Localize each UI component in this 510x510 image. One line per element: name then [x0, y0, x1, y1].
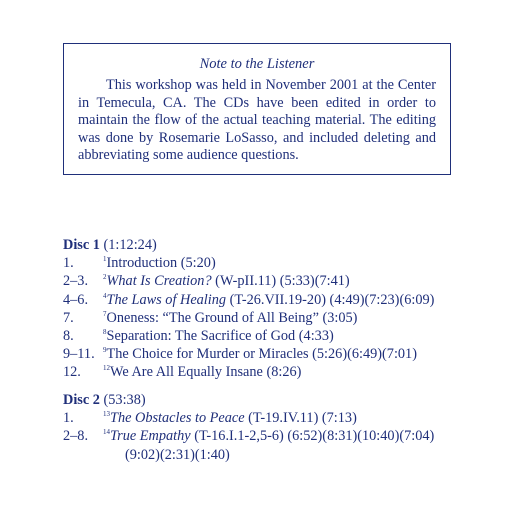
note-box — [63, 43, 451, 175]
track-number: 2–3. — [63, 273, 89, 290]
track-row — [63, 272, 493, 290]
track-row — [63, 427, 493, 445]
track-number: 4–6. — [63, 291, 89, 308]
track-row — [63, 291, 493, 309]
track-row — [63, 409, 493, 427]
track-row-continuation — [63, 446, 493, 464]
track-row — [63, 345, 493, 363]
track-number: 7. — [63, 309, 74, 326]
track-title: What Is Creation? — [106, 273, 212, 290]
track-title: True Empathy — [110, 428, 191, 445]
disc-2-name: Disc 2 — [63, 392, 100, 408]
track-footnote: 14 — [103, 428, 110, 437]
disc-2-heading — [63, 391, 493, 409]
track-details: (T-19.IV.11) (7:13) — [244, 410, 357, 427]
track-number: 8. — [63, 328, 74, 345]
disc-2-duration: (53:38) — [103, 392, 146, 408]
track-number: 2–8. — [63, 428, 89, 445]
track-details: (T-16.I.1-2,5-6) (6:52)(8:31)(10:40)(7:04) — [190, 428, 435, 445]
track-row — [63, 254, 493, 272]
track-title: Separation: The Sacrifice of God — [106, 328, 296, 345]
track-details: (3:05) — [318, 309, 358, 326]
track-number: 1. — [63, 410, 74, 427]
track-footnote: 13 — [103, 410, 110, 419]
track-footnote: 4 — [103, 291, 107, 300]
track-footnote: 9 — [103, 346, 107, 355]
track-row — [63, 309, 493, 327]
track-title: The Obstacles to Peace — [110, 410, 245, 427]
track-number: 1. — [63, 255, 74, 272]
disc-2-track-list — [63, 391, 493, 464]
track-footnote: 8 — [103, 328, 107, 337]
track-footnote: 12 — [103, 364, 110, 373]
track-footnote: 2 — [103, 273, 107, 282]
note-title: Note to the Listener — [199, 56, 315, 72]
track-title: Introduction — [106, 255, 178, 272]
track-number: 12. — [63, 364, 81, 381]
track-title: The Choice for Murder or Miracles — [106, 346, 309, 363]
track-title: Oneness: “The Ground of All Being” — [106, 309, 319, 326]
track-details: (T-26.VII.19-20) (4:49)(7:23)(6:09) — [226, 291, 435, 308]
disc-1-heading — [63, 236, 493, 254]
track-details: (8:26) — [262, 364, 302, 381]
track-details-continued: (9:02)(2:31)(1:40) — [125, 446, 230, 463]
track-footnote: 1 — [103, 255, 107, 264]
disc-1-name: Disc 1 — [63, 237, 100, 253]
track-details: (5:20) — [177, 255, 216, 272]
track-footnote: 7 — [103, 309, 107, 318]
disc-1-track-list — [63, 236, 493, 382]
disc-1-duration: (1:12:24) — [103, 237, 157, 253]
track-title: The Laws of Healing — [106, 291, 227, 308]
track-row — [63, 363, 493, 381]
note-body: This workshop was held in November 2001 at the Center in Temecula, CA. The CDs have been edited in order to maintain the flow of the actual teaching material. The editing was done by Rosemarie LoSasso, and included deleting and abbreviating some audience questions. — [78, 77, 436, 163]
track-row — [63, 327, 493, 345]
track-details: (4:33) — [295, 328, 334, 345]
track-number: 9–11. — [63, 346, 95, 363]
track-details: (5:26)(6:49)(7:01) — [308, 346, 417, 363]
track-title: We Are All Equally Insane — [110, 364, 263, 381]
track-details: (W-pII.11) (5:33)(7:41) — [211, 273, 350, 290]
